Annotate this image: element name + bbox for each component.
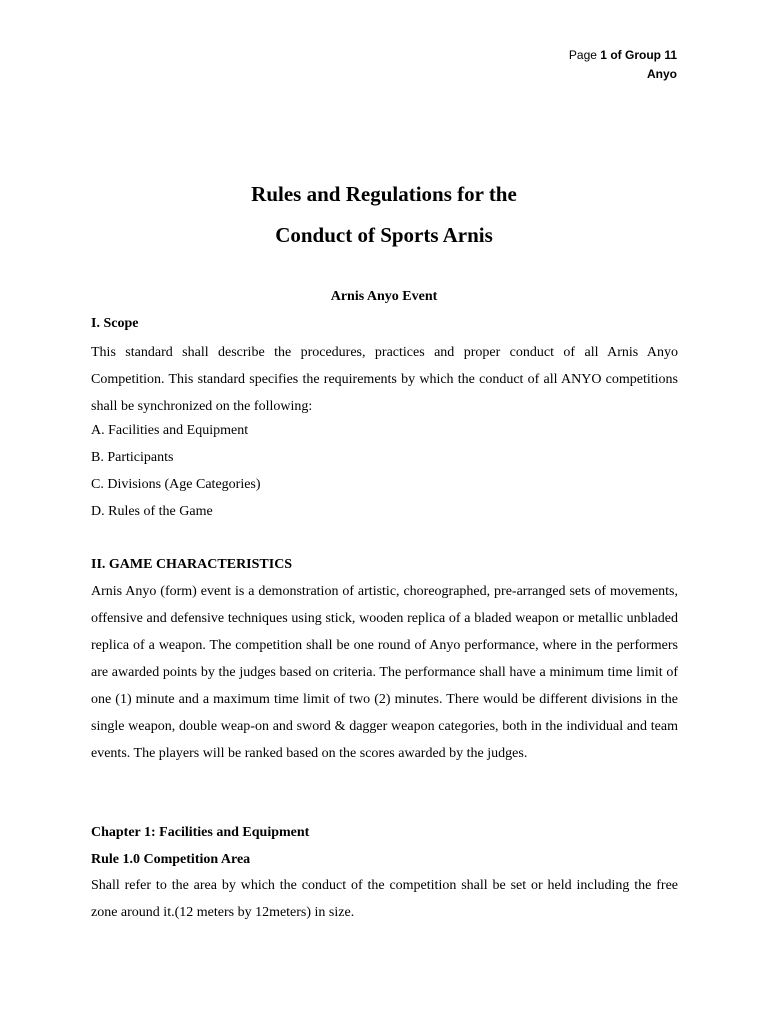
scope-paragraph: This standard shall describe the procedures, practices and proper conduct of all Arnis Anyo Competition. This standard specifies the requirements by which the conduct of all ANYO competitions shall be synchronized on the following: (91, 345, 678, 414)
group-label: Group 11 (624, 48, 677, 62)
chapter-paragraph: Shall refer to the area by which the conduct of the competition shall be set or held including the free zone around it.(12 meters by 12meters) in size. (91, 878, 678, 920)
page-number: 1 (600, 48, 607, 62)
event-heading: Arnis Anyo Event (330, 289, 438, 304)
header-subtitle: Anyo (647, 67, 677, 81)
page-word: Page (568, 48, 597, 62)
scope-item: D. Rules of the Game (91, 504, 213, 519)
rule-heading: Rule 1.0 Competition Area (91, 852, 251, 867)
characteristics-paragraph: Arnis Anyo (form) event is a demonstration of artistic, choreographed, pre-arranged sets of movements, offensive and defensive techniques using stick, wooden replica of a bladed weapon or metallic unbladed replica of a weapon. The competition shall be one round of Anyo performance, where in the performers are awarded points by the judges based on criteria. The performance shall have a minimum time limit of one (1) minute and a maximum time limit of two (2) minutes. There would be different divisions in the single weapon, double weap-on and sword & dagger weapon categories, both in the individual and team events. The players will be ranked based on the scores awarded by the judges. (91, 584, 678, 761)
characteristics-heading: II. GAME CHARACTERISTICS (91, 557, 293, 572)
of-word: of (610, 48, 622, 62)
document-title-line-1: Rules and Regulations for the (251, 182, 517, 206)
chapter-heading: Chapter 1: Facilities and Equipment (91, 825, 310, 840)
scope-item: A. Facilities and Equipment (91, 423, 249, 438)
scope-item: B. Participants (91, 450, 174, 465)
page-header (569, 46, 677, 84)
page-number-line (569, 46, 677, 65)
document-title-line-2: Conduct of Sports Arnis (275, 223, 493, 247)
scope-item: C. Divisions (Age Categories) (91, 477, 261, 492)
scope-heading: I. Scope (91, 316, 139, 331)
